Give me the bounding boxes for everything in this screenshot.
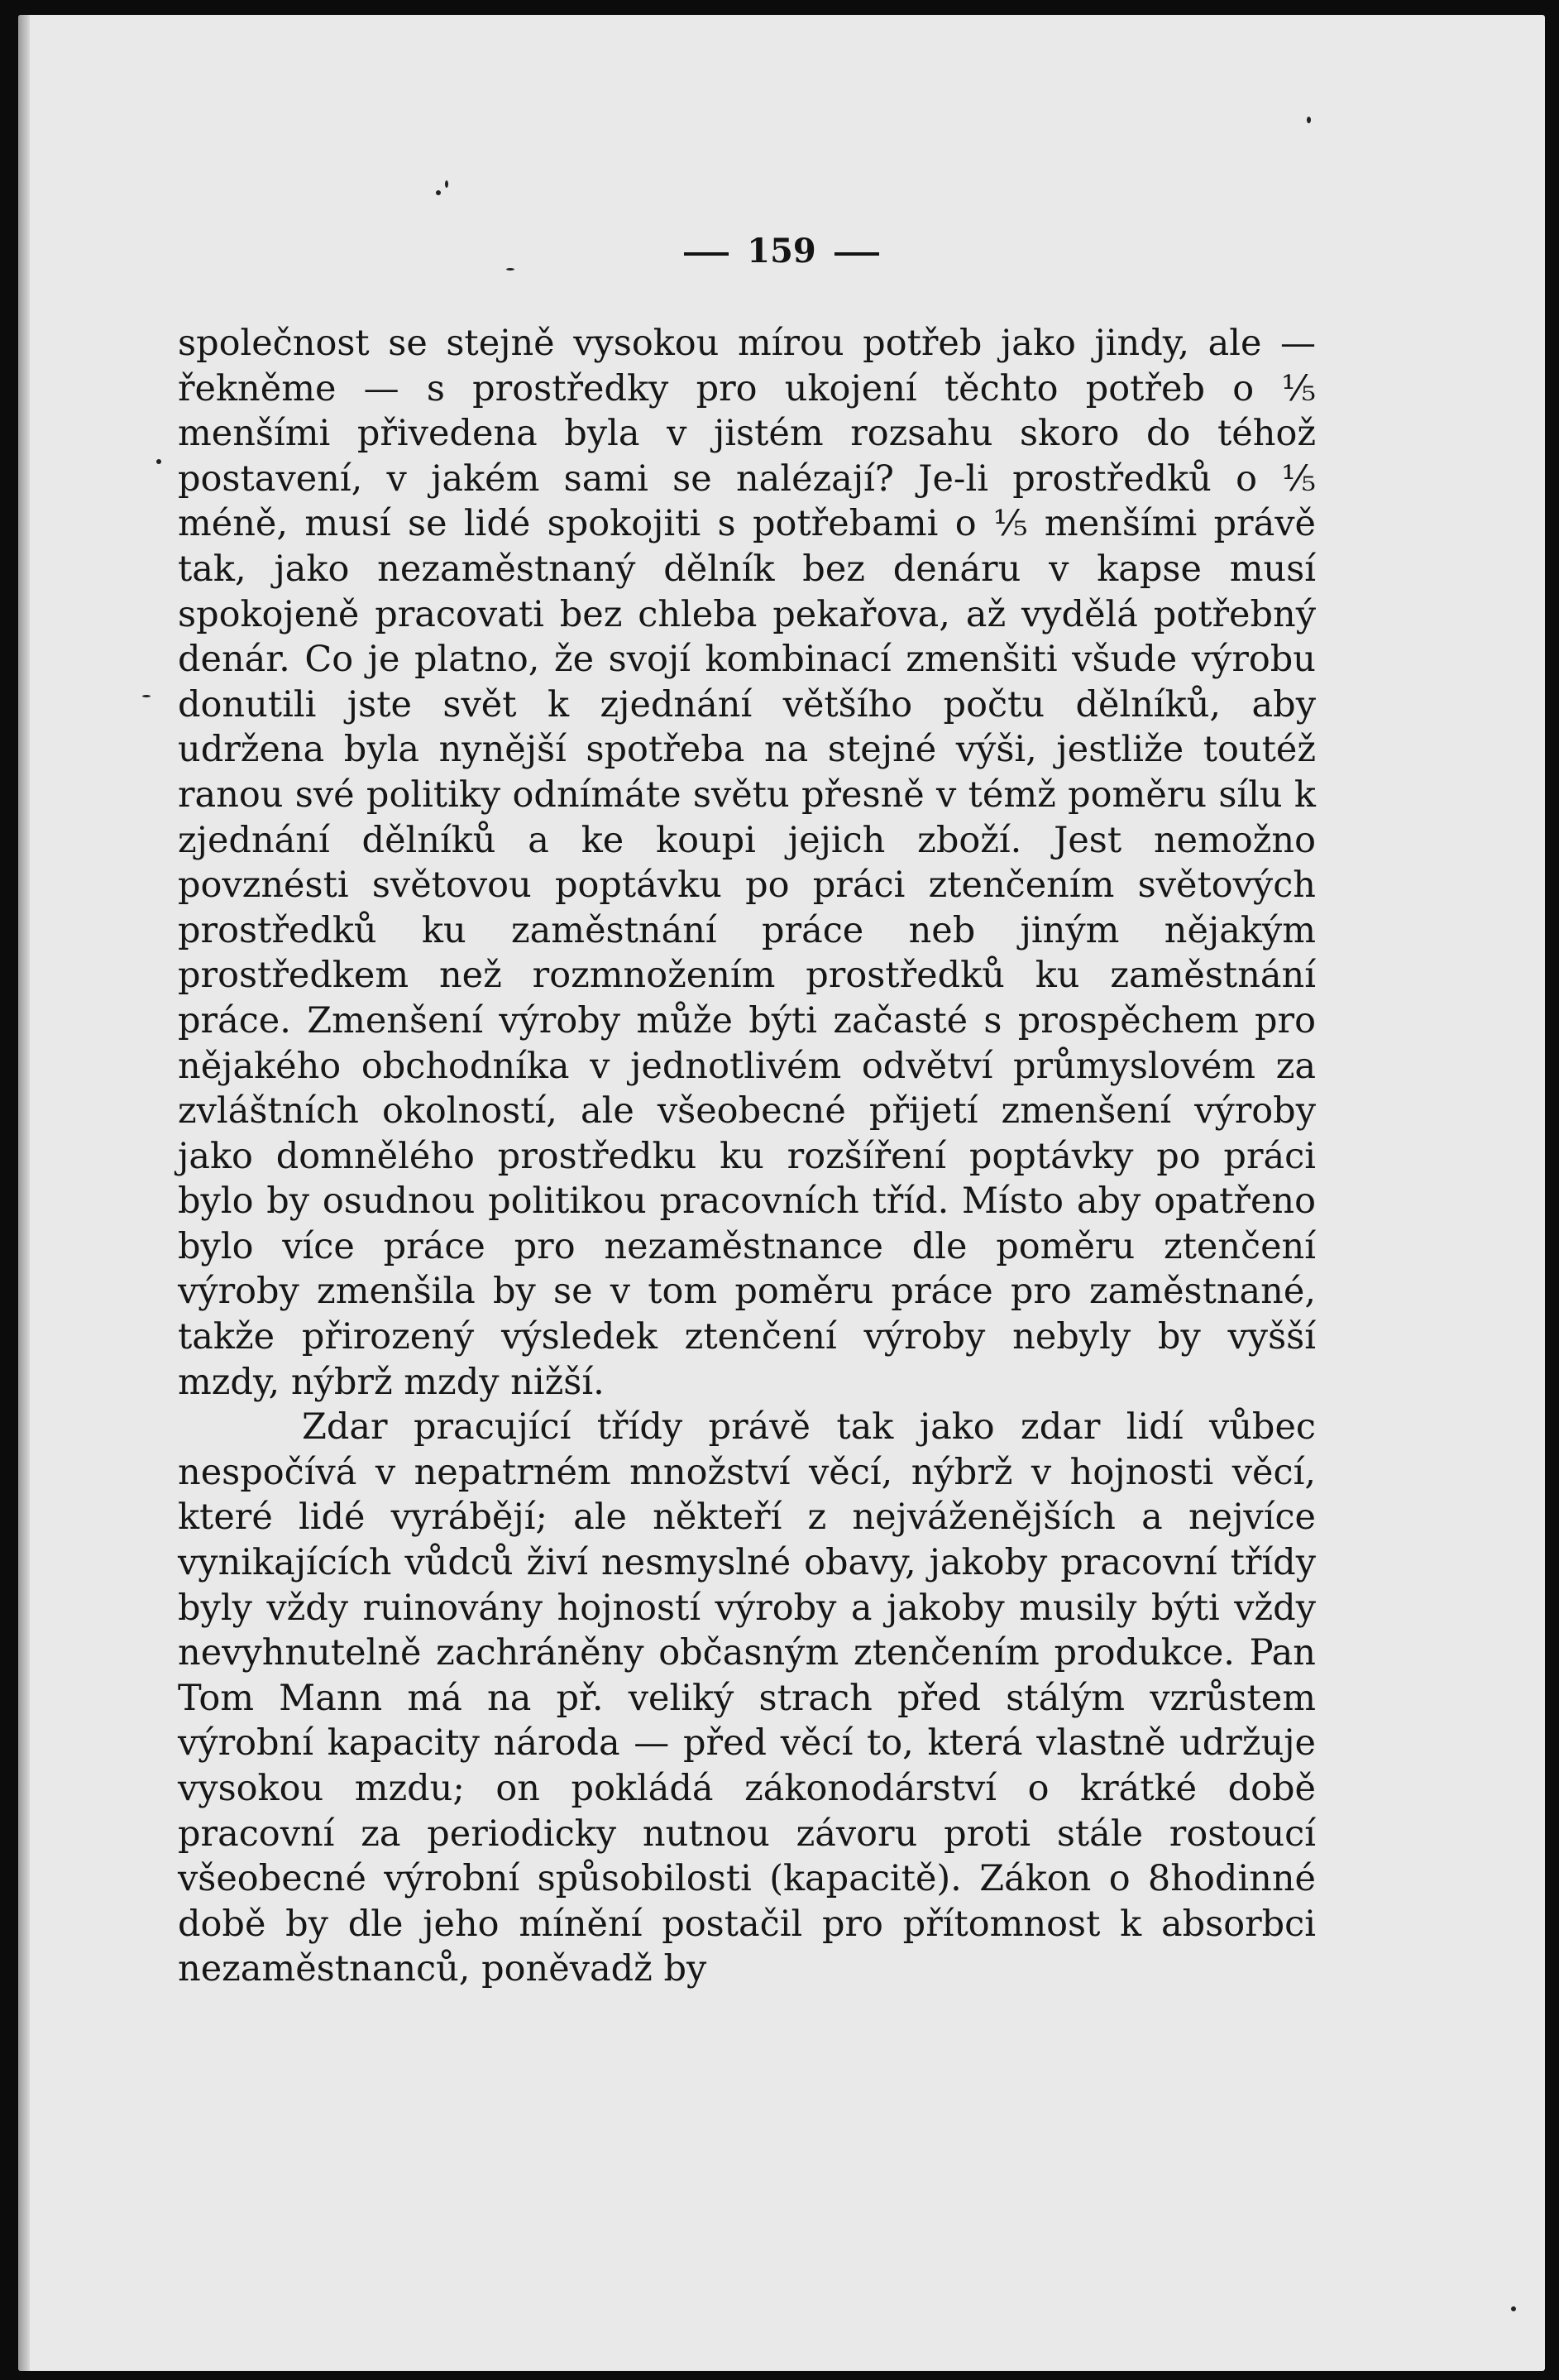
page-header: [18, 232, 1545, 271]
header-right-dash: [834, 252, 879, 256]
paragraph-1: společnost se stejně vysokou mírou potřeb jako jindy, ale — řekněme — s prostředky pro ukojení těchto potřeb o ⅕ menšími přivedena byla v jistém rozsahu skoro do téhož postavení, v jakém sami se nalézají? Je-li prostředků o ⅕ méně, musí se lidé spokojiti s potřebami o ⅕ menšími právě tak, jako nezaměstnaný dělník bez denáru v kapse musí spokojeně pracovati bez chleba pekařova, až vydělá potřebný denár. Co je platno, že svojí kombinací zmenšiti všude výrobu donutili jste svět k zjednání většího počtu dělníků, aby udržena byla nynější spotřeba na stejné výši, jestliže toutéž ranou své politiky odnímáte světu přesně v témž poměru sílu k zjednání dělníků a ke koupi jejich zboží. Jest nemožno povznésti světovou poptávku po práci ztenčením světových prostředků ku zaměstnání práce neb jiným nějakým prostředkem než rozmnožením prostředků ku zaměstnání práce. Zmenšení výroby může býti začasté s prospěchem pro nějakého obchodníka v jednotlivém odvětví průmyslovém za zvláštních okolností, ale všeobecné přijetí zmenšení výroby jako domnělého prostředku ku rozšíření poptávky po práci bylo by osudnou politikou pracovních tříd. Místo aby opatřeno bylo více práce pro nezaměstnance dle poměru ztenčení výroby zmenšila by se v tom poměru práce pro zaměstnané, takže přirozený výsledek ztenčení výroby nebyly by vyšší mzdy, nýbrž mzdy nižší.: [178, 323, 1316, 1403]
ink-speck: [1511, 2306, 1516, 2311]
book-page: [18, 15, 1545, 2371]
ink-speck: [156, 459, 161, 464]
body-text: [178, 321, 1316, 1992]
ink-speck: [445, 180, 448, 188]
header-left-dash: [684, 252, 729, 256]
ink-speck: [436, 190, 441, 195]
ink-speck: [1307, 117, 1311, 123]
paragraph-2: Zdar pracující třídy právě tak jako zdar lidí vůbec nespočívá v nepatrném množství věcí, nýbrž v hojnosti věcí, které lidé vyrábějí; ale někteří z nejváženějších a nejvíce vynikajících vůdců živí nesmyslné obavy, jakoby pracovní třídy byly vždy ruinovány hojností výroby a jakoby musily býti vždy nevyhnutelně zachráněny občasným ztenčením produkce. Pan Tom Mann má na př. veliký strach před stálým vzrůstem výrobní kapacity národa — před věcí to, která vlastně udržuje vysokou mzdu; on pokládá zákonodárství o krátké době pracovní za periodicky nutnou závoru proti stále rostoucí všeobecné výrobní spůsobilosti (kapacitě). Zákon o 8hodinné době by dle jeho mínění postačil pro přítomnost k absorbci nezaměstnanců, poněvadž by: [178, 1406, 1316, 1990]
page-binding-edge: [18, 15, 30, 2371]
ink-speck: [142, 695, 151, 697]
page-number: 159: [747, 232, 816, 271]
ink-speck: [506, 268, 514, 271]
